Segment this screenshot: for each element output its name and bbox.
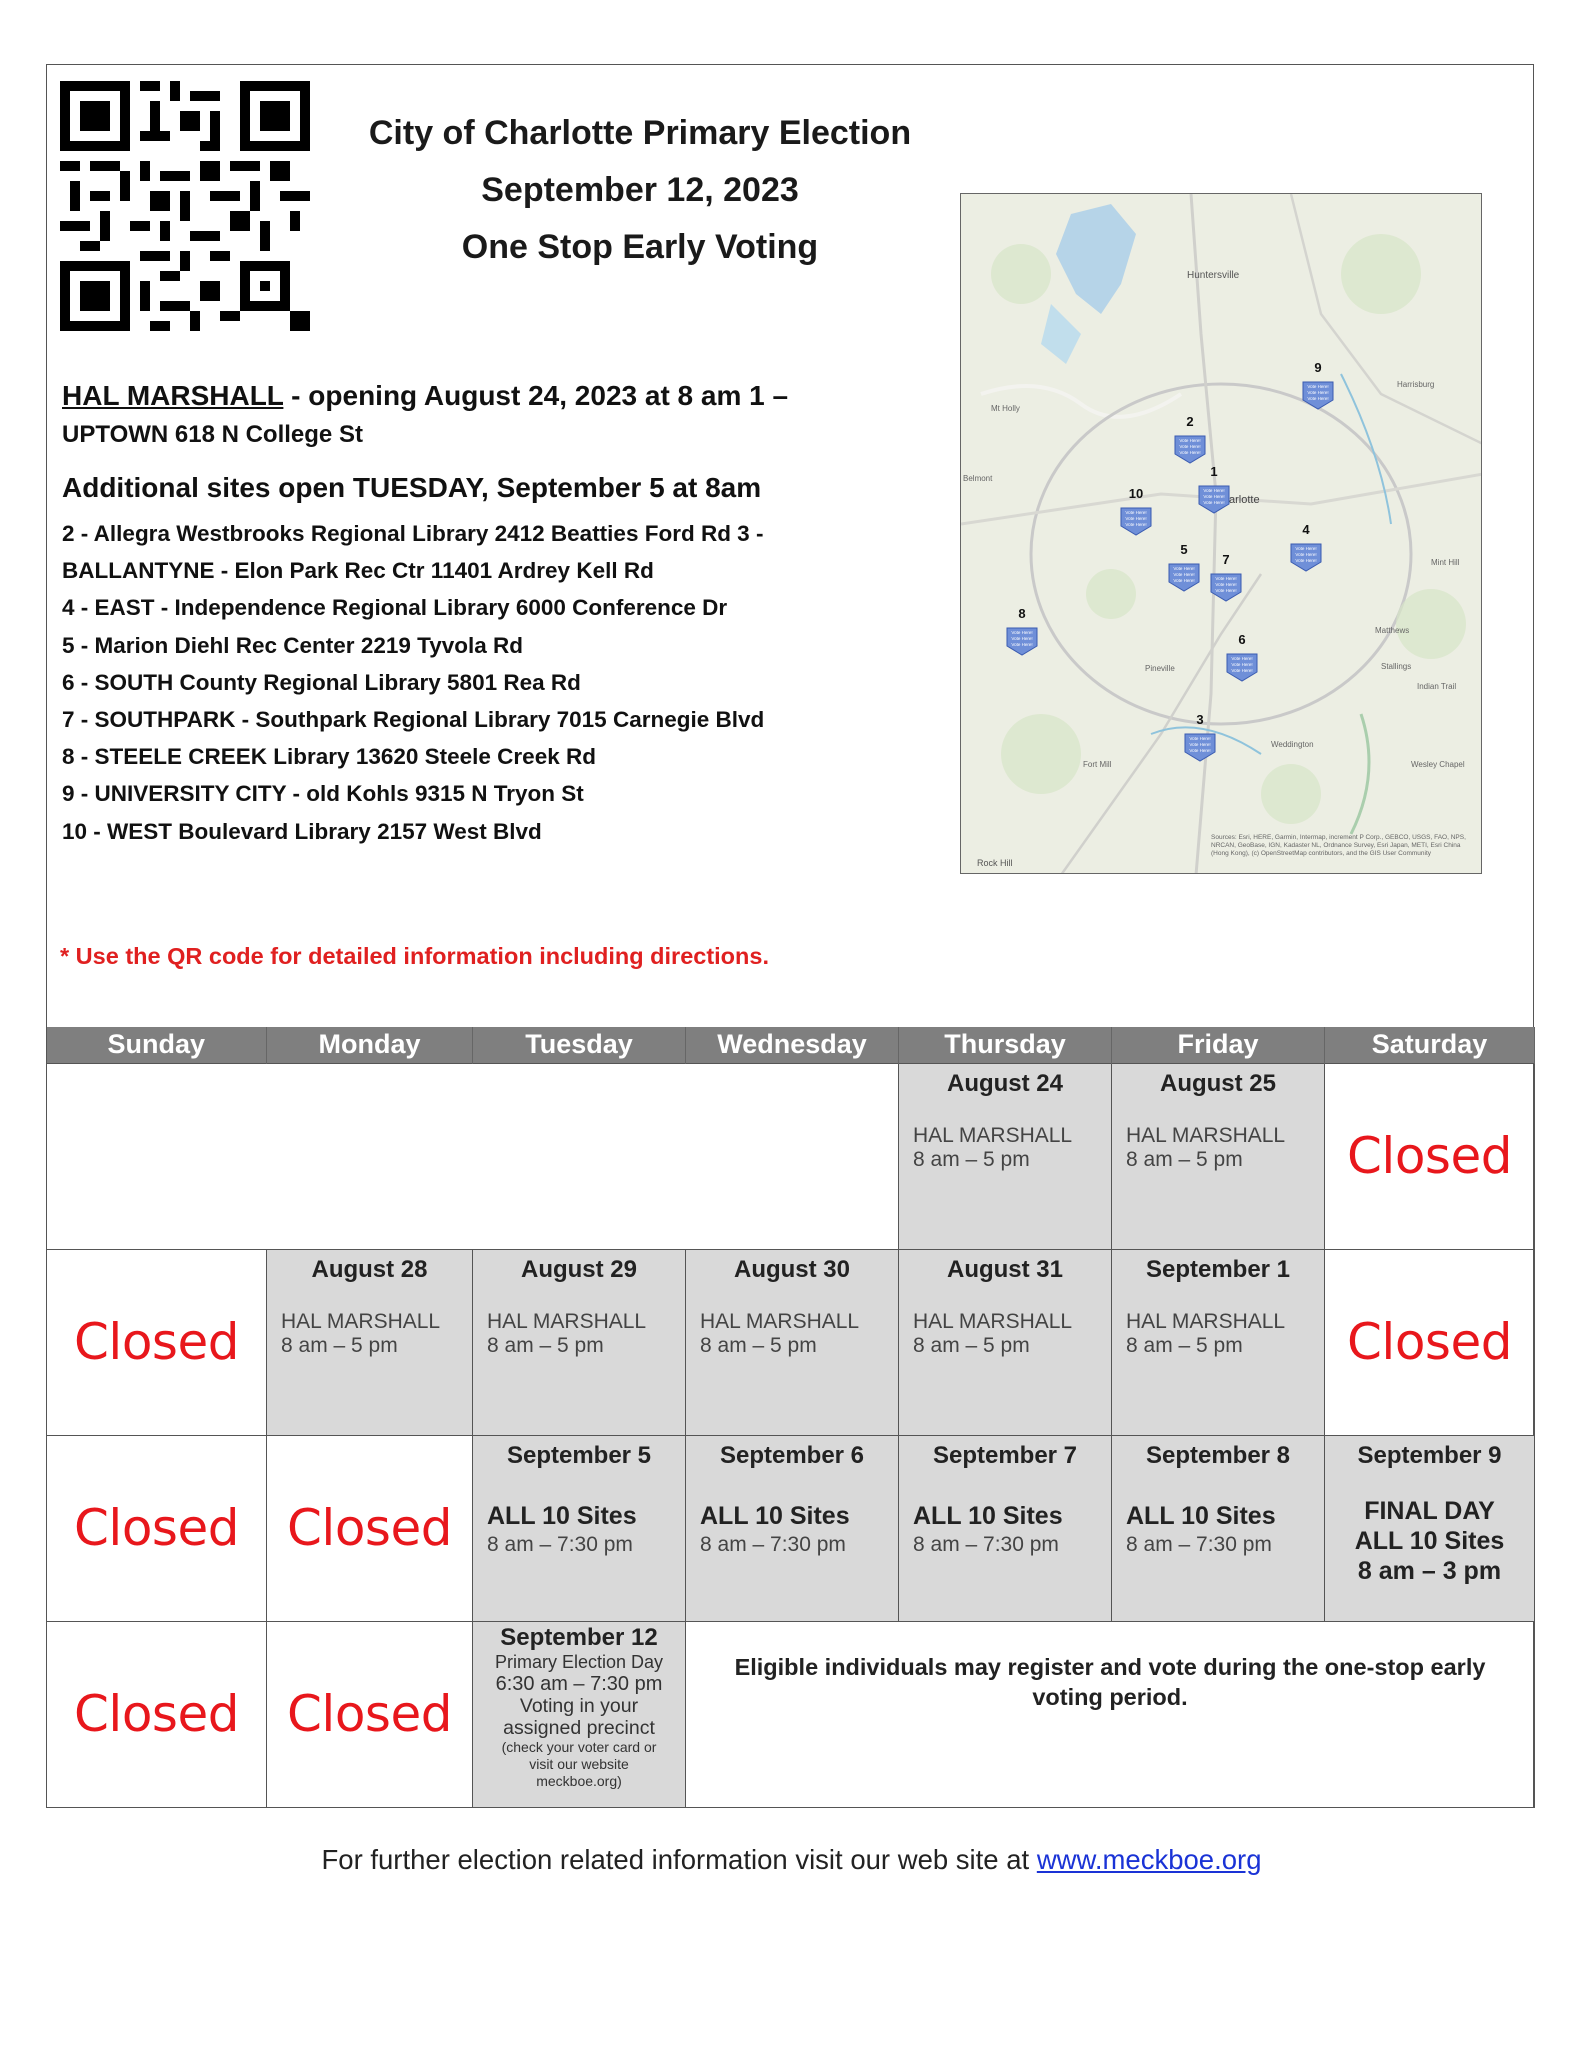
- map-label-belmont: Belmont: [963, 474, 993, 483]
- closed-label: Closed: [287, 1685, 452, 1743]
- cell-location: HAL MARSHALL: [913, 1123, 1073, 1147]
- election-day-note-5: meckboe.org): [536, 1772, 622, 1789]
- map-marker-text: Vote Here!: [1231, 668, 1253, 673]
- calendar-week-4: [47, 1621, 1535, 1807]
- hal-opening-text: - opening August 24, 2023 at 8 am 1 –: [283, 380, 789, 411]
- calendar-empty-cell: [47, 1063, 899, 1249]
- voting-calendar: [46, 1027, 1535, 1808]
- cell-hours: 8 am – 5 pm: [487, 1333, 604, 1357]
- calendar-cell-sep10: [47, 1621, 267, 1807]
- cell-date: August 31: [946, 1255, 1063, 1283]
- map-marker-8[interactable]: [1005, 626, 1039, 656]
- map-marker-text: Vote Here!: [1295, 558, 1317, 563]
- page-title: [330, 105, 950, 276]
- calendar-cell-aug31: [899, 1249, 1112, 1435]
- final-day-hours: 8 am – 3 pm: [1357, 1556, 1502, 1585]
- map-marker-label-3: 3: [1196, 712, 1204, 727]
- site-item: BALLANTYNE - Elon Park Rec Ctr 11401 Ardrey Kell Rd: [62, 558, 654, 584]
- election-day-note-3: (check your voter card or: [501, 1738, 657, 1755]
- day-header-monday: Monday: [267, 1027, 473, 1063]
- map-marker-text: Vote Here!: [1125, 510, 1147, 515]
- site-item: 7 - SOUTHPARK - Southpark Regional Library 7015 Carnegie Blvd: [62, 707, 765, 733]
- cell-hours: 8 am – 5 pm: [281, 1333, 398, 1357]
- cell-hours: 8 am – 5 pm: [1126, 1333, 1243, 1357]
- map-label-wesleychapel: Wesley Chapel: [1411, 760, 1465, 769]
- cell-date: September 6: [719, 1441, 865, 1469]
- calendar-cell-aug27: [47, 1249, 267, 1435]
- calendar-cell-sep2: [1325, 1249, 1535, 1435]
- map-marker-text: Vote Here!: [1011, 642, 1033, 647]
- map-label-charlotte: arlotte: [1229, 494, 1260, 506]
- cell-location: ALL 10 Sites: [700, 1501, 850, 1530]
- cell-hours: 8 am – 5 pm: [700, 1333, 817, 1357]
- calendar-week-3: [47, 1435, 1535, 1621]
- map-marker-text: Vote Here!: [1189, 742, 1211, 747]
- cell-location: ALL 10 Sites: [487, 1501, 637, 1530]
- map-label-minthill: Mint Hill: [1431, 558, 1460, 567]
- day-header-wednesday: Wednesday: [686, 1027, 899, 1063]
- site-item: 4 - EAST - Independence Regional Library 6000 Conference Dr: [62, 595, 728, 621]
- uptown-address: UPTOWN 618 N College St: [62, 421, 363, 448]
- title-line-2: September 12, 2023: [481, 171, 799, 209]
- map-marker-10[interactable]: [1119, 506, 1153, 536]
- cell-hours: 8 am – 5 pm: [1126, 1147, 1243, 1171]
- map-marker-text: Vote Here!: [1307, 384, 1329, 389]
- footer-text: For further election related information visit our web site at: [321, 1844, 1037, 1875]
- calendar-cell-sep6: [686, 1435, 899, 1621]
- calendar-cell-sep1: [1112, 1249, 1325, 1435]
- site-list: [62, 515, 922, 850]
- footer-website-link[interactable]: www.meckboe.org: [1036, 1844, 1262, 1875]
- map-marker-text: Vote Here!: [1215, 588, 1237, 593]
- map-marker-text: Vote Here!: [1173, 572, 1195, 577]
- eligibility-note-cell: [686, 1621, 1535, 1807]
- map-label-fortmill: Fort Mill: [1083, 760, 1112, 769]
- map-marker-text: Vote Here!: [1189, 748, 1211, 753]
- map-marker-text: Vote Here!: [1307, 396, 1329, 401]
- cell-date: September 8: [1145, 1441, 1291, 1469]
- map-marker-text: Vote Here!: [1203, 494, 1225, 499]
- cell-date: August 28: [311, 1255, 428, 1283]
- map-marker-1[interactable]: [1197, 484, 1231, 514]
- map-marker-label-4: 4: [1302, 522, 1310, 537]
- map-marker-text: Vote Here!: [1011, 636, 1033, 641]
- map-marker-text: Vote Here!: [1215, 582, 1237, 587]
- map-marker-text: Vote Here!: [1179, 450, 1201, 455]
- closed-label: Closed: [74, 1499, 239, 1557]
- early-voting-map[interactable]: [960, 193, 1482, 874]
- calendar-cell-sep9: [1325, 1435, 1535, 1621]
- map-marker-text: Vote Here!: [1125, 522, 1147, 527]
- site-item: 10 - WEST Boulevard Library 2157 West Blvd: [62, 818, 542, 844]
- day-header-sunday: Sunday: [47, 1027, 267, 1063]
- election-day-hours: 6:30 am – 7:30 pm: [495, 1672, 663, 1695]
- map-label-indiantrail: Indian Trail: [1417, 682, 1457, 691]
- site-item: 5 - Marion Diehl Rec Center 2219 Tyvola Rd: [62, 632, 523, 658]
- map-marker-label-6: 6: [1238, 632, 1246, 647]
- title-line-1: City of Charlotte Primary Election: [368, 114, 912, 152]
- calendar-cell-aug24: [899, 1063, 1112, 1249]
- map-marker-text: Vote Here!: [1203, 488, 1225, 493]
- calendar-cell-aug30: [686, 1249, 899, 1435]
- map-label-huntersville: Huntersville: [1187, 270, 1240, 281]
- map-marker-text: Vote Here!: [1179, 438, 1201, 443]
- map-marker-text: Vote Here!: [1215, 576, 1237, 581]
- map-marker-text: Vote Here!: [1173, 578, 1195, 583]
- map-background: [961, 194, 1482, 874]
- map-marker-text: Vote Here!: [1189, 736, 1211, 741]
- map-marker-label-10: 10: [1128, 486, 1144, 501]
- map-marker-label-8: 8: [1018, 606, 1026, 621]
- qr-code-note: * Use the QR code for detailed information including directions.: [60, 943, 769, 969]
- map-label-matthews: Matthews: [1375, 626, 1410, 635]
- calendar-cell-aug28: [267, 1249, 473, 1435]
- map-label-mtholly: Mt Holly: [991, 404, 1020, 413]
- cell-date: September 12: [500, 1623, 658, 1651]
- map-marker-text: Vote Here!: [1295, 546, 1317, 551]
- cell-location: HAL MARSHALL: [913, 1309, 1073, 1333]
- calendar-cell-sep4: [267, 1435, 473, 1621]
- cell-date: August 30: [733, 1255, 850, 1283]
- closed-label: Closed: [74, 1685, 239, 1743]
- cell-date: September 5: [506, 1441, 652, 1469]
- cell-hours: 8 am – 7:30 pm: [913, 1532, 1059, 1556]
- map-label-rockhill: Rock Hill: [977, 858, 1013, 868]
- cell-date: September 1: [1145, 1255, 1291, 1283]
- closed-label: Closed: [74, 1313, 239, 1371]
- calendar-cell-sep3: [47, 1435, 267, 1621]
- footer: [0, 1844, 1583, 1876]
- additional-sites-heading: Additional sites open TUESDAY, September 5 at 8am: [62, 472, 762, 503]
- election-day-info: [473, 1624, 685, 1790]
- map-marker-text: Vote Here!: [1203, 500, 1225, 505]
- day-header-thursday: Thursday: [899, 1027, 1112, 1063]
- qr-code[interactable]: [60, 81, 310, 331]
- final-day-label: FINAL DAY: [1364, 1496, 1495, 1525]
- calendar-week-1: [47, 1063, 1535, 1249]
- map-marker-2[interactable]: [1173, 434, 1207, 464]
- hal-marshall-line: [62, 380, 788, 412]
- site-item: 9 - UNIVERSITY CITY - old Kohls 9315 N Tryon St: [62, 781, 584, 807]
- cell-location: HAL MARSHALL: [1126, 1309, 1286, 1333]
- election-day-note-1: Voting in your: [519, 1694, 639, 1717]
- map-label-pineville: Pineville: [1145, 664, 1175, 673]
- cell-hours: 8 am – 7:30 pm: [700, 1532, 846, 1556]
- map-attribution: Sources: Esri, HERE, Garmin, Intermap, increment P Corp., GEBCO, USGS, FAO, NPS, NRCAN, GeoBase, IGN, Kadaster NL, Ordnance Survey, Esri Japan, METI, Esri China (Hong Kong), (c) OpenStreetMap contributors, and the GIS User Community: [1211, 834, 1466, 857]
- day-header-friday: Friday: [1112, 1027, 1325, 1063]
- map-marker-4[interactable]: [1289, 542, 1323, 572]
- map-marker-7[interactable]: [1209, 572, 1243, 602]
- cell-location: HAL MARSHALL: [487, 1309, 647, 1333]
- closed-label: Closed: [287, 1499, 452, 1557]
- cell-hours: 8 am – 7:30 pm: [1126, 1532, 1272, 1556]
- calendar-header-row: [47, 1027, 1535, 1063]
- map-marker-label-9: 9: [1314, 360, 1322, 375]
- cell-location: ALL 10 Sites: [1126, 1501, 1276, 1530]
- map-marker-5[interactable]: [1167, 562, 1201, 592]
- cell-hours: 8 am – 5 pm: [913, 1147, 1030, 1171]
- closed-label: Closed: [1347, 1127, 1512, 1185]
- cell-date: August 24: [946, 1069, 1063, 1097]
- map-label-weddington: Weddington: [1271, 740, 1314, 749]
- calendar-cell-sep12: [473, 1621, 686, 1807]
- map-marker-label-7: 7: [1222, 552, 1230, 567]
- calendar-cell-aug26: [1325, 1063, 1535, 1249]
- election-day-label: Primary Election Day: [494, 1651, 664, 1672]
- map-marker-label-1: 1: [1210, 464, 1218, 479]
- cell-hours: 8 am – 7:30 pm: [487, 1532, 633, 1556]
- cell-location: HAL MARSHALL: [700, 1309, 860, 1333]
- map-label-harrisburg: Harrisburg: [1397, 380, 1435, 389]
- day-header-saturday: Saturday: [1325, 1027, 1535, 1063]
- election-day-note-2: assigned precinct: [503, 1716, 655, 1739]
- calendar-cell-sep11: [267, 1621, 473, 1807]
- map-marker-text: Vote Here!: [1173, 566, 1195, 571]
- map-marker-9[interactable]: [1301, 380, 1335, 410]
- map-marker-3[interactable]: [1183, 732, 1217, 762]
- cell-location: HAL MARSHALL: [1126, 1123, 1286, 1147]
- calendar-cell-sep7: [899, 1435, 1112, 1621]
- map-marker-label-5: 5: [1180, 542, 1188, 557]
- cell-location: HAL MARSHALL: [281, 1309, 441, 1333]
- site-item: 8 - STEELE CREEK Library 13620 Steele Creek Rd: [62, 744, 596, 770]
- cell-date: September 7: [932, 1441, 1078, 1469]
- calendar-cell-aug29: [473, 1249, 686, 1435]
- site-item: 6 - SOUTH County Regional Library 5801 Rea Rd: [62, 669, 581, 695]
- final-day-info: [1325, 1496, 1534, 1586]
- map-marker-text: Vote Here!: [1231, 656, 1253, 661]
- map-marker-label-2: 2: [1186, 414, 1194, 429]
- cell-date: August 25: [1159, 1069, 1276, 1097]
- calendar-cell-sep8: [1112, 1435, 1325, 1621]
- calendar-week-2: [47, 1249, 1535, 1435]
- cell-date: September 9: [1357, 1441, 1502, 1469]
- cell-date: August 29: [520, 1255, 637, 1283]
- day-header-tuesday: Tuesday: [473, 1027, 686, 1063]
- map-marker-text: Vote Here!: [1179, 444, 1201, 449]
- cell-location: ALL 10 Sites: [913, 1501, 1063, 1530]
- cell-hours: 8 am – 5 pm: [913, 1333, 1030, 1357]
- map-marker-text: Vote Here!: [1231, 662, 1253, 667]
- map-marker-text: Vote Here!: [1307, 390, 1329, 395]
- hal-marshall-name: HAL MARSHALL: [62, 380, 284, 411]
- closed-label: Closed: [1347, 1313, 1512, 1371]
- final-day-sites: ALL 10 Sites: [1354, 1526, 1505, 1555]
- map-label-stallings: Stallings: [1381, 662, 1412, 671]
- eligibility-note: Eligible individuals may register and vote during the one-stop early voting period.: [734, 1653, 1486, 1710]
- site-item: 2 - Allegra Westbrooks Regional Library 2412 Beatties Ford Rd 3 -: [62, 521, 764, 546]
- map-marker-text: Vote Here!: [1295, 552, 1317, 557]
- map-marker-6[interactable]: [1225, 652, 1259, 682]
- map-marker-text: Vote Here!: [1125, 516, 1147, 521]
- calendar-cell-sep5: [473, 1435, 686, 1621]
- title-line-3: One Stop Early Voting: [461, 228, 819, 266]
- election-day-note-4: visit our website: [529, 1755, 629, 1772]
- calendar-cell-aug25: [1112, 1063, 1325, 1249]
- map-marker-text: Vote Here!: [1011, 630, 1033, 635]
